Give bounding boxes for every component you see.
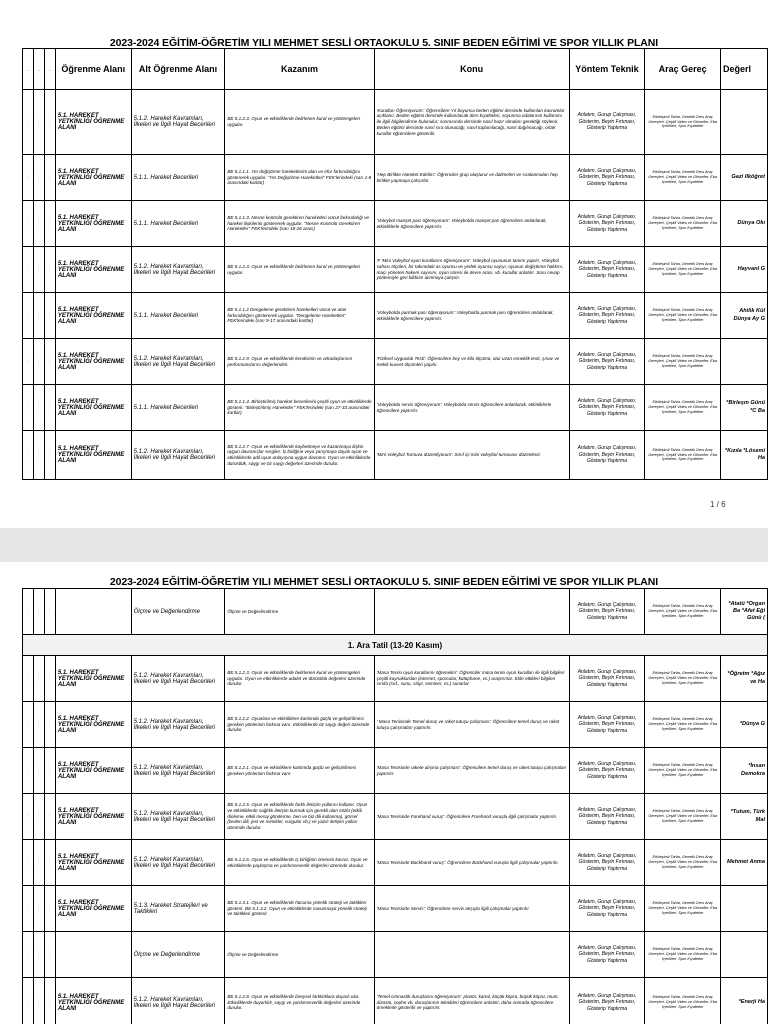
konu-cell: 'Masa Tenisinde Backhand vuruş': Öğrencilere Backhand vuruşla ilgili çalışmalar yaptırılır. bbox=[374, 840, 569, 886]
konu-cell: 'Hep Birlikte Hareket Edelim': Öğrenciler grup oluşturur ve dalimeleri ve sıralanmaları hep birlikte yapmaya çalışırlar bbox=[374, 155, 569, 201]
kazanim-cell: BE.5.1.1.4. Birleştirilmiş hareket becerilerini çeşitli oyun ve etkinliklerde gösterir. "Birleştirilmiş Hareketler" FEK'lerindeki (sarı 27-33 arasındaki kartlar) bbox=[225, 385, 374, 431]
table-row bbox=[23, 247, 768, 293]
degerler-cell: Gazi Ilköğret bbox=[721, 155, 768, 201]
arac-gerec-cell: Etkileşimli Tahta, Genetik Ders Araç Gereçleri, Çeşitli Video ve Görseller, Eba İçerikleri, Spor Kıyafetler bbox=[645, 385, 721, 431]
month-cell bbox=[23, 702, 34, 748]
degerler-cell bbox=[721, 339, 768, 385]
arac-gerec-cell: Etkileşimli Tahta, Genetik Ders Araç Gereçleri, Çeşitli Video ve Görseller, Eba İçerikleri, Spor Kıyafetler bbox=[645, 589, 721, 635]
table-row bbox=[23, 702, 768, 748]
hour-cell bbox=[44, 155, 55, 201]
rotated-mark: · · · bbox=[36, 118, 41, 125]
rotated-mark: · · · bbox=[36, 675, 41, 681]
alt-ogrenme-alani-cell: 5.1.2. Hareket Kavramları, İlkeleri ve İlgili Hayat Becerileri bbox=[131, 978, 225, 1024]
rotated-mark: · · · bbox=[36, 404, 41, 410]
konu-cell: 'Fiziksel Uygunluk Testi': Öğrencilere boy ve kilo ölçümü, otur uzan esneklik testi, şınav ve mekik kuvvet ölçümleri yapılır. bbox=[374, 339, 569, 385]
alt-ogrenme-alani-cell: 5.1.2. Hareket Kavramları, İlkeleri ve İlgili Hayat Becerileri bbox=[131, 748, 225, 794]
konu-cell: 'Masa Tenisinde rakete alışma çalışması': Öğrencilere temel duruş ve raket tutuşu çalışmaları yaptırılır. bbox=[374, 748, 569, 794]
rotated-mark: · · · bbox=[47, 220, 52, 226]
week-cell bbox=[33, 293, 44, 339]
table-row bbox=[23, 886, 768, 932]
week-cell bbox=[33, 794, 44, 840]
degerler-cell bbox=[721, 932, 768, 978]
table-row bbox=[23, 656, 768, 702]
alt-ogrenme-alani-cell: Ölçme ve Değerlendirme bbox=[131, 589, 225, 635]
month-cell bbox=[23, 90, 34, 155]
month-cell bbox=[23, 247, 34, 293]
rotated-mark: · · · bbox=[47, 859, 52, 865]
table-row bbox=[23, 155, 768, 201]
table-row bbox=[23, 840, 768, 886]
rotated-mark: · · · bbox=[36, 220, 41, 226]
hour-cell bbox=[44, 293, 55, 339]
alt-ogrenme-alani-cell: Ölçme ve Değerlendirme bbox=[131, 932, 225, 978]
ogrenme-alani-cell: 5.1. HAREKET YETKİNLİĞİ ÖĞRENME ALANI bbox=[55, 247, 131, 293]
rotated-mark: · · · bbox=[25, 451, 30, 458]
rotated-mark: · · · bbox=[47, 951, 52, 957]
hour-header: - bbox=[44, 49, 55, 90]
month-cell bbox=[23, 840, 34, 886]
alt-ogrenme-alani-cell: 5.1.2. Hareket Kavramları, İlkeleri ve İlgili Hayat Becerileri bbox=[131, 90, 225, 155]
arac-gerec-cell: Etkileşimli Tahta, Genetik Ders Araç Gereçleri, Çeşitli Video ve Görseller, Eba İçerikleri, Spor Kıyafetler bbox=[645, 431, 721, 480]
rotated-mark: · · · bbox=[36, 905, 41, 911]
arac-gerec-cell: Etkileşimli Tahta, Genetik Ders Araç Gereçleri, Çeşitli Video ve Görseller, Eba İçerikleri, Spor Kıyafetler bbox=[645, 339, 721, 385]
plan-table bbox=[22, 48, 768, 480]
week-cell bbox=[33, 155, 44, 201]
page-title: 2023-2024 EĞİTİM-ÖĞRETİM YILI MEHMET SESLİ ORTAOKULU 5. SINIF BEDEN EĞİTİMİ VE SPOR YILLIK PLANI bbox=[109, 576, 659, 588]
table-row bbox=[23, 339, 768, 385]
rotated-mark: · · · bbox=[36, 813, 41, 819]
page-title: 2023-2024 EĞİTİM-ÖĞRETİM YILI MEHMET SESLİ ORTAOKULU 5. SINIF BEDEN EĞİTİMİ VE SPOR YILLIK PLANI bbox=[109, 37, 659, 49]
month-cell bbox=[23, 431, 34, 480]
rotated-mark: · · · bbox=[25, 404, 30, 410]
arac-gerec-cell: Etkileşimli Tahta, Genetik Ders Araç Gereçleri, Çeşitli Video ve Görseller, Eba İçerikleri, Spor Kıyafetler bbox=[645, 978, 721, 1024]
konu-cell: 'Masa Tenisinde Servis': Öğrencilere servis atışıyla ilgili çalışmalar yaptırılır. bbox=[374, 886, 569, 932]
table-row bbox=[23, 431, 768, 480]
month-cell bbox=[23, 748, 34, 794]
rotated-mark: · · · bbox=[25, 174, 30, 180]
holiday-label: 1. Ara Tatil (13-20 Kasım) bbox=[23, 635, 768, 656]
rotated-mark: · · · bbox=[36, 312, 41, 318]
deger-header: Değerl bbox=[721, 49, 768, 90]
hour-cell bbox=[44, 656, 55, 702]
arac-gerec-cell: Etkileşimli Tahta, Genetik Ders Araç Gereçleri, Çeşitli Video ve Görseller, Eba İçerikleri, Spor Kıyafetler bbox=[645, 201, 721, 247]
degerler-cell: Hayvanl G bbox=[721, 247, 768, 293]
rotated-mark: · · · bbox=[47, 358, 52, 364]
week-cell bbox=[33, 385, 44, 431]
yontem-teknik-cell: Anlatım, Gurup Çalışması, Gösterim, Beyin Fırtınası, Gösterip Yaptırma bbox=[569, 155, 645, 201]
rotated-mark: · · · bbox=[47, 721, 52, 727]
konu-cell: 'Voleybolda parmak pası öğreniyorum': Voleybolda parmak pası öğrencilere anlatılarak, etkinliklerle öğrencilere yaptırılır. bbox=[374, 293, 569, 339]
kazanim-cell: BE.5.1.3.1. Oyun ve etkinliklerde hücuma yönelik strateji ve taktikleri gösterir. BE.5.1.3.2. Oyun ve etkinliklerde savunmaya yönelik strateji ve taktikleri gösterir. bbox=[225, 886, 374, 932]
plan-page-2 bbox=[0, 562, 768, 1024]
alt-ogrenme-alani-cell: 5.1.2. Hareket Kavramları, İlkeleri ve İlgili Hayat Becerileri bbox=[131, 794, 225, 840]
yontem-teknik-cell: Anlatım, Gurup Çalışması, Gösterim, Beyin Fırtınası, Gösterip Yaptırma bbox=[569, 932, 645, 978]
rotated-mark: · · · bbox=[47, 767, 52, 773]
rotated-mark: · · · bbox=[47, 675, 52, 681]
kazanim-cell: BE.5.1.2.6. Oyun ve etkinliklerde iş birliğinin önemini kavrar. Oyun ve etkinliklerde paylaşma ve yardımseverlik değerleri üzerinde durulur. bbox=[225, 840, 374, 886]
month-cell bbox=[23, 978, 34, 1024]
week-cell bbox=[33, 886, 44, 932]
week-cell bbox=[33, 932, 44, 978]
degerler-cell bbox=[721, 886, 768, 932]
arac-gerec-cell: Etkileşimli Tahta, Genetik Ders Araç Gereçleri, Çeşitli Video ve Görseller, Eba İçerikleri, Spor Kıyafetler bbox=[645, 886, 721, 932]
yontem-teknik-cell: Anlatım, Gurup Çalışması, Gösterim, Beyin Fırtınası, Gösterip Yaptırma bbox=[569, 90, 645, 155]
rotated-mark: · · · bbox=[36, 174, 41, 180]
month-cell bbox=[23, 155, 34, 201]
month-cell bbox=[23, 339, 34, 385]
kazanim-cell: BE.5.1.2.3. Oyun ve etkinliklerde belirlenen kural ve yöntemgeleri uygular. Oyun ve etkinliklerde adalet ve dürüstlük değerleri üzerinde durulur. bbox=[225, 656, 374, 702]
rotated-mark: · · · bbox=[25, 767, 30, 773]
month-cell bbox=[23, 794, 34, 840]
alan-header: Öğrenme Alanı bbox=[55, 49, 131, 90]
rotated-mark: · · · bbox=[25, 951, 30, 957]
table-row bbox=[23, 978, 768, 1024]
hour-cell bbox=[44, 886, 55, 932]
konu-cell: 'Kuralları Öğreniyorum': Öğrencilere Yıl boyunca beden eğitimi dersinde kullanılan kavramlar açıklanır, Beden eğitimi dersinde kullanılacak ders kıyafetleri, soyunma odalarının kullanımı ile ilgili bilgilendirme bulunulur; sonrasında dersinde nasıl hazır olmaları gerektiği söylenir. Beden eğitimi dersinde nasıl sıra olunacağı, nasıl toplanılacağı, nasıl dağılınacağı, ortak kurallar öğrencilere gösterilir. bbox=[374, 90, 569, 155]
ogrenme-alani-cell: 5.1. HAREKET YETKİNLİĞİ ÖĞRENME ALANI bbox=[55, 155, 131, 201]
week-cell bbox=[33, 247, 44, 293]
week-cell bbox=[33, 978, 44, 1024]
alt-ogrenme-alani-cell: 5.1.2. Hareket Kavramları, İlkeleri ve İlgili Hayat Becerileri bbox=[131, 840, 225, 886]
plan-table bbox=[22, 588, 768, 1024]
arac-gerec-cell: Etkileşimli Tahta, Genetik Ders Araç Gereçleri, Çeşitli Video ve Görseller, Eba İçerikleri, Spor Kıyafetler bbox=[645, 293, 721, 339]
ogrenme-alani-cell: 5.1. HAREKET YETKİNLİĞİ ÖĞRENME ALANI bbox=[55, 431, 131, 480]
holiday-row bbox=[23, 635, 768, 656]
alt-ogrenme-alani-cell: 5.1.3. Hareket Stratejileri ve Taktikleri bbox=[131, 886, 225, 932]
konu-cell: 'Masa Tenisinde Forehand vuruş': Öğrencilere Forehand vuruşla ilgili çalışmalar yaptırılır. bbox=[374, 794, 569, 840]
ogrenme-alani-cell: 5.1. HAREKET YETKİNLİĞİ ÖĞRENME ALANI bbox=[55, 748, 131, 794]
yontem-teknik-cell: Anlatım, Gurup Çalışması, Gösterim, Beyin Fırtınası, Gösterip Yaptırma bbox=[569, 431, 645, 480]
hour-cell bbox=[44, 431, 55, 480]
rotated-mark: · · · bbox=[47, 905, 52, 911]
rotated-mark: · · · bbox=[47, 174, 52, 180]
konu-cell: 'Mini Voleybol Turnuva düzenliyorum': Sınıf içi mini voleybol turnuvası düzenlenir. bbox=[374, 431, 569, 480]
month-cell bbox=[23, 385, 34, 431]
kazanim-cell: BE.5.1.2.3. Oyun ve etkinliklerde belirlenen kural ve yöntemgeleri uygular. bbox=[225, 247, 374, 293]
arac-gerec-cell: Etkileşimli Tahta, Genetik Ders Araç Gereçleri, Çeşitli Video ve Görseller, Eba İçerikleri, Spor Kıyafetler bbox=[645, 656, 721, 702]
konu-cell: 'Voleybol manşet pası öğreniyorum': Voleybolda manşet pas öğrencilere anlatılarak, etkinliklerle öğrencilere yaptırılır. bbox=[374, 201, 569, 247]
ogrenme-alani-cell bbox=[55, 932, 131, 978]
month-cell bbox=[23, 293, 34, 339]
konu-cell: 'F 'Mini Voleybol oyun kurallarını öğreniyorum': Voleybol oyununun tanımı yapılır, Voleybol sahası ölçüleri, bir takımdaki as oyuncu ve yedek oyuncu sayıyı, oyunun değiştirme hakkını, maçı yöneten hakem sayısını, oyun süresi ile devre arası, vb. kurallar anlatılır. Soru cevap yöntemiyle geri bildirim alınmaya çalışılır. bbox=[374, 247, 569, 293]
rotated-mark: · · · bbox=[25, 675, 30, 681]
rotated-mark: · · · bbox=[47, 813, 52, 819]
arac-gerec-cell: Etkileşimli Tahta, Genetik Ders Araç Gereçleri, Çeşitli Video ve Görseller, Eba İçerikleri, Spor Kıyafetler bbox=[645, 90, 721, 155]
hour-cell bbox=[44, 90, 55, 155]
kazanim-cell: BE.5.1.2.1. Oyun ve etkinliklere katılımda güçlü ve geliştirilmesi gereken yönlerinin farkına varır bbox=[225, 748, 374, 794]
yontem-teknik-cell: Anlatım, Gurup Çalışması, Gösterim, Beyin Fırtınası, Gösterip Yaptırma bbox=[569, 385, 645, 431]
rotated-mark: · · · bbox=[25, 813, 30, 819]
konu-cell: ' Masa Tenisinde Temel duruş ve raket tutuşu çalışması': Öğrencilere temel duruş ve raket tutuşu çalışmaları yaptırılır. bbox=[374, 702, 569, 748]
hour-cell bbox=[44, 794, 55, 840]
table-row bbox=[23, 201, 768, 247]
rotated-mark: · · · bbox=[47, 266, 52, 272]
hour-cell bbox=[44, 589, 55, 635]
degerler-cell: *Kızıla *Lösemi Ha bbox=[721, 431, 768, 480]
konu-cell bbox=[374, 932, 569, 978]
ogrenme-alani-cell: 5.1. HAREKET YETKİNLİĞİ ÖĞRENME ALANI bbox=[55, 90, 131, 155]
hour-cell bbox=[44, 978, 55, 1024]
rotated-mark: · · · bbox=[25, 312, 30, 318]
hour-cell bbox=[44, 702, 55, 748]
week-cell bbox=[33, 431, 44, 480]
month-cell bbox=[23, 656, 34, 702]
hour-cell bbox=[44, 840, 55, 886]
hour-cell bbox=[44, 748, 55, 794]
rotated-mark: · · · bbox=[47, 608, 52, 614]
page-number: 1 / 6 bbox=[710, 500, 726, 509]
kazanim-cell: BE.5.1.2.5. Oyun ve etkinliklerde farklı iletişim yollarını kullanır. Oyun ve etkinliklerde sağlıklı iletişim kurmak için gerekli olan sözlü (etkili dinleme, etkili mesaj gönderme, ben ve biz dili kullanma), görsel (beden dili, jest ve mimikler, vurgular vb.) ve yazılı iletişim yolları üzerinde durulur. bbox=[225, 794, 374, 840]
degerler-cell: Ahilik Kül Dünya Ay G bbox=[721, 293, 768, 339]
arac-gerec-cell: Etkileşimli Tahta, Genetik Ders Araç Gereçleri, Çeşitli Video ve Görseller, Eba İçerikleri, Spor Kıyafetler bbox=[645, 247, 721, 293]
table-row bbox=[23, 385, 768, 431]
rotated-mark: · · · bbox=[25, 358, 30, 364]
yontem-header: Yöntem Teknik bbox=[569, 49, 645, 90]
yontem-teknik-cell: Anlatım, Gurup Çalışması, Gösterim, Beyin Fırtınası, Gösterip Yaptırma bbox=[569, 339, 645, 385]
ogrenme-alani-cell: 5.1. HAREKET YETKİNLİĞİ ÖĞRENME ALANI bbox=[55, 201, 131, 247]
week-cell bbox=[33, 339, 44, 385]
month-cell bbox=[23, 201, 34, 247]
kazanim-cell: BE.5.1.2.8. Oyun ve etkinliklerde bireysel farklılıklara duyarlı olur. Etkinliklerde duyarlılık, saygı ve yardımseverlik değerleri üzerinde durulur. bbox=[225, 978, 374, 1024]
yontem-teknik-cell: Anlatım, Gurup Çalışması, Gösterim, Beyin Fırtınası, Gösterip Yaptırma bbox=[569, 247, 645, 293]
week-cell bbox=[33, 702, 44, 748]
ogrenme-alani-cell: 5.1. HAREKET YETKİNLİĞİ ÖĞRENME ALANI bbox=[55, 293, 131, 339]
degerler-cell: *Tutum, Türk Mal bbox=[721, 794, 768, 840]
hour-cell bbox=[44, 932, 55, 978]
yontem-teknik-cell: Anlatım, Gurup Çalışması, Gösterim, Beyin Fırtınası, Gösterip Yaptırma bbox=[569, 589, 645, 635]
week-cell bbox=[33, 201, 44, 247]
ogrenme-alani-cell: 5.1. HAREKET YETKİNLİĞİ ÖĞRENME ALANI bbox=[55, 339, 131, 385]
kazanim-cell: BE.5.1.1.3. Nesne kontrolü gerektiren hareketleri vücut farkındalığı ve hareket ilişkilerini göstererek uygular. "Nesne Kontrolü Gerektiren Hareketler" FEK'lerindeki (sarı 18-26 arası) bbox=[225, 201, 374, 247]
rotated-mark: · · · bbox=[47, 999, 52, 1005]
week-cell bbox=[33, 748, 44, 794]
konu-cell: 'Temel cimnastik duruşlarını öğreniyorum': planör, kartal, küçük köprü, büyük köprü, mum, dizüstü, cephe vb. duruşlarının teknikleri öğrencilere anlatılır, daha sonrada öğrencilere örneklerle gösterilir ve yaptırılır. bbox=[374, 978, 569, 1024]
kazanim-cell: Ölçme ve Değerlendirme bbox=[225, 932, 374, 978]
table-row bbox=[23, 794, 768, 840]
arac-header: Araç Gereç bbox=[645, 49, 721, 90]
rotated-mark: · · · bbox=[25, 999, 30, 1005]
alt-ogrenme-alani-cell: 5.1.1. Hareket Becerileri bbox=[131, 155, 225, 201]
alt-header: Alt Öğrenme Alanı bbox=[131, 49, 225, 90]
alt-ogrenme-alani-cell: 5.1.2. Hareket Kavramları, İlkeleri ve İlgili Hayat Becerileri bbox=[131, 656, 225, 702]
arac-gerec-cell: Etkileşimli Tahta, Genetik Ders Araç Gereçleri, Çeşitli Video ve Görseller, Eba İçerikleri, Spor Kıyafetler bbox=[645, 794, 721, 840]
yontem-teknik-cell: Anlatım, Gurup Çalışması, Gösterim, Beyin Fırtınası, Gösterip Yaptırma bbox=[569, 978, 645, 1024]
rotated-mark: · · · bbox=[36, 451, 41, 458]
yontem-teknik-cell: Anlatım, Gurup Çalışması, Gösterim, Beyin Fırtınası, Gösterip Yaptırma bbox=[569, 702, 645, 748]
rotated-mark: · · · bbox=[25, 118, 30, 125]
table-row bbox=[23, 589, 768, 635]
week-header: - bbox=[33, 49, 44, 90]
ogrenme-alani-cell bbox=[55, 589, 131, 635]
kazanim-cell: BE.5.1.2.3. Oyun ve etkinliklerde belirlenen kural ve yöntemgeleri uygular. bbox=[225, 90, 374, 155]
degerler-cell: *İnsan Demokra bbox=[721, 748, 768, 794]
yontem-teknik-cell: Anlatım, Gurup Çalışması, Gösterim, Beyin Fırtınası, Gösterip Yaptırma bbox=[569, 886, 645, 932]
rotated-mark: · · · bbox=[36, 721, 41, 727]
ogrenme-alani-cell: 5.1. HAREKET YETKİNLİĞİ ÖĞRENME ALANI bbox=[55, 794, 131, 840]
kazanim-cell: BE.5.1.1.1. Yer değiştirme hareketlerini alan ve efor farkındalığını göstererek uygular. "Yer Değiştirme Hareketleri" FEK'lerindeki (sarı 1-8 arasındaki kartlar) bbox=[225, 155, 374, 201]
month-cell bbox=[23, 932, 34, 978]
hour-cell bbox=[44, 385, 55, 431]
kazanim-cell: Ölçme ve Değerlendirme bbox=[225, 589, 374, 635]
rotated-mark: · · · bbox=[36, 767, 41, 773]
degerler-cell: Dünya Okı bbox=[721, 201, 768, 247]
yontem-teknik-cell: Anlatım, Gurup Çalışması, Gösterim, Beyin Fırtınası, Gösterip Yaptırma bbox=[569, 840, 645, 886]
rotated-mark: · · · bbox=[25, 721, 30, 727]
table-row bbox=[23, 90, 768, 155]
alt-ogrenme-alani-cell: 5.1.2. Hareket Kavramları, İlkeleri ve İlgili Hayat Becerileri bbox=[131, 702, 225, 748]
alt-ogrenme-alani-cell: 5.1.1. Hareket Becerileri bbox=[131, 293, 225, 339]
month-cell bbox=[23, 886, 34, 932]
table-row bbox=[23, 293, 768, 339]
week-cell bbox=[33, 90, 44, 155]
arac-gerec-cell: Etkileşimli Tahta, Genetik Ders Araç Gereçleri, Çeşitli Video ve Görseller, Eba İçerikleri, Spor Kıyafetler bbox=[645, 155, 721, 201]
degerler-cell: *Birleşm Günü *C Ba bbox=[721, 385, 768, 431]
arac-gerec-cell: Etkileşimli Tahta, Genetik Ders Araç Gereçleri, Çeşitli Video ve Görseller, Eba İçerikleri, Spor Kıyafetler bbox=[645, 840, 721, 886]
rotated-mark: · · · bbox=[36, 608, 41, 614]
kazanim-cell: BE.5.1.2.7. Oyun ve etkinliklerde kaybetmeye ve kazanmaya ilişkin uygun davranışlar sergiler. İş birliğine veya yarışmaya dayalı oyun ve etkinliklerde adil oyun anlayışına uygun davranır. Oyun ve etkinliklerde dürüstlük, saygı ve öz saygı değerleri üzerinde durulur. bbox=[225, 431, 374, 480]
page-gap bbox=[0, 528, 768, 562]
rotated-mark: · · · bbox=[36, 999, 41, 1005]
week-cell bbox=[33, 840, 44, 886]
degerler-cell: *Dünya G bbox=[721, 702, 768, 748]
alt-ogrenme-alani-cell: 5.1.2. Hareket Kavramları, İlkeleri ve İlgili Hayat Becerileri bbox=[131, 247, 225, 293]
rotated-mark: · · · bbox=[36, 859, 41, 865]
ogrenme-alani-cell: 5.1. HAREKET YETKİNLİĞİ ÖĞRENME ALANI bbox=[55, 656, 131, 702]
arac-gerec-cell: Etkileşimli Tahta, Genetik Ders Araç Gereçleri, Çeşitli Video ve Görseller, Eba İçerikleri, Spor Kıyafetler bbox=[645, 748, 721, 794]
rotated-mark: · · · bbox=[47, 312, 52, 318]
yontem-teknik-cell: Anlatım, Gurup Çalışması, Gösterim, Beyin Fırtınası, Gösterip Yaptırma bbox=[569, 656, 645, 702]
ogrenme-alani-cell: 5.1. HAREKET YETKİNLİĞİ ÖĞRENME ALANI bbox=[55, 702, 131, 748]
yontem-teknik-cell: Anlatım, Gurup Çalışması, Gösterim, Beyin Fırtınası, Gösterip Yaptırma bbox=[569, 201, 645, 247]
degerler-cell: *Öğretm *Ağız ve Ha bbox=[721, 656, 768, 702]
kazanim-cell: BE.5.1.1.2 Dengeleme gerektiren hareketleri vücut ve alan farkındalığını göstererek uygular. "Dengeleme Hareketleri" FEK'lerindeki (sarı 9-17 arasındaki kartlar) bbox=[225, 293, 374, 339]
kazanim-cell: BE.5.1.2.9. Oyun ve etkinliklerde kendisinin ve arkadaşlarının performanslarını değerlendirir. bbox=[225, 339, 374, 385]
hour-cell bbox=[44, 247, 55, 293]
kazanim-header: Kazanım bbox=[225, 49, 374, 90]
rotated-mark: · · · bbox=[36, 358, 41, 364]
yontem-teknik-cell: Anlatım, Gurup Çalışması, Gösterim, Beyin Fırtınası, Gösterip Yaptırma bbox=[569, 293, 645, 339]
arac-gerec-cell: Etkileşimli Tahta, Genetik Ders Araç Gereçleri, Çeşitli Video ve Görseller, Eba İçerikleri, Spor Kıyafetler bbox=[645, 702, 721, 748]
month-cell bbox=[23, 589, 34, 635]
konu-header: Konu bbox=[374, 49, 569, 90]
rotated-mark: · · · bbox=[25, 266, 30, 272]
alt-ogrenme-alani-cell: 5.1.2. Hareket Kavramları, İlkeleri ve İlgili Hayat Becerileri bbox=[131, 339, 225, 385]
week-cell bbox=[33, 656, 44, 702]
ogrenme-alani-cell: 5.1. HAREKET YETKİNLİĞİ ÖĞRENME ALANI bbox=[55, 840, 131, 886]
hour-cell bbox=[44, 201, 55, 247]
alt-ogrenme-alani-cell: 5.1.1. Hareket Becerileri bbox=[131, 201, 225, 247]
degerler-cell bbox=[721, 90, 768, 155]
ogrenme-alani-cell: 5.1. HAREKET YETKİNLİĞİ ÖĞRENME ALANI bbox=[55, 886, 131, 932]
rotated-mark: · · · bbox=[36, 266, 41, 272]
ogrenme-alani-cell: 5.1. HAREKET YETKİNLİĞİ ÖĞRENME ALANI bbox=[55, 385, 131, 431]
rotated-mark: · · · bbox=[25, 905, 30, 911]
konu-cell bbox=[374, 589, 569, 635]
degerler-cell: *Enerji Ha bbox=[721, 978, 768, 1024]
kazanim-cell: BE.5.1.2.2. Oyunlara ve etkinliklere katılımda güçlü ve geliştirilmesi gereken yönlerinin farkına varır. Etkinliklerde öz saygı değeri üzerinde durulur. bbox=[225, 702, 374, 748]
rotated-mark: · · · bbox=[36, 951, 41, 957]
degerler-cell: *Atatü *Organ Ba *Afet Eği Günü ( bbox=[721, 589, 768, 635]
alt-ogrenme-alani-cell: 5.1.2. Hareket Kavramları, İlkeleri ve İlgili Hayat Becerileri bbox=[131, 431, 225, 480]
rotated-mark: · · · bbox=[25, 220, 30, 226]
rotated-mark: · · · bbox=[47, 451, 52, 458]
week-cell bbox=[33, 589, 44, 635]
rotated-mark: · · · bbox=[25, 859, 30, 865]
arac-gerec-cell: Etkileşimli Tahta, Genetik Ders Araç Gereçleri, Çeşitli Video ve Görseller, Eba İçerikleri, Spor Kıyafetler bbox=[645, 932, 721, 978]
ogrenme-alani-cell: 5.1. HAREKET YETKİNLİĞİ ÖĞRENME ALANI bbox=[55, 978, 131, 1024]
yontem-teknik-cell: Anlatım, Gurup Çalışması, Gösterim, Beyin Fırtınası, Gösterip Yaptırma bbox=[569, 748, 645, 794]
hour-cell bbox=[44, 339, 55, 385]
rotated-mark: · · · bbox=[47, 118, 52, 125]
konu-cell: 'Masa Tenisi oyun kurallarını öğrenelim': Öğrenciler masa tenisi oyun kuralları ile ilgili bilgileri çeşitli kaynaklardan (internet, sporcular, kütüphane, vs.) araştırırlar. Elde ettikleri bilgileri sınıfa (sıd., sunu, slayt, seminer, vs.) sunarlar bbox=[374, 656, 569, 702]
degerler-cell: Mehmet Anma bbox=[721, 840, 768, 886]
yontem-teknik-cell: Anlatım, Gurup Çalışması, Gösterim, Beyin Fırtınası, Gösterip Yaptırma bbox=[569, 794, 645, 840]
alt-ogrenme-alani-cell: 5.1.1. Hareket Becerileri bbox=[131, 385, 225, 431]
rotated-mark: · · · bbox=[47, 404, 52, 410]
month-header: - bbox=[23, 49, 34, 90]
rotated-mark: · · · bbox=[25, 608, 30, 614]
header-row bbox=[23, 49, 768, 90]
konu-cell: 'Voleybolda servis öğreniyorum': Voleybolda servis öğrencilere anlatılarak, etkinliklerle öğrencilere yaptırılır. bbox=[374, 385, 569, 431]
table-row bbox=[23, 748, 768, 794]
table-row bbox=[23, 932, 768, 978]
